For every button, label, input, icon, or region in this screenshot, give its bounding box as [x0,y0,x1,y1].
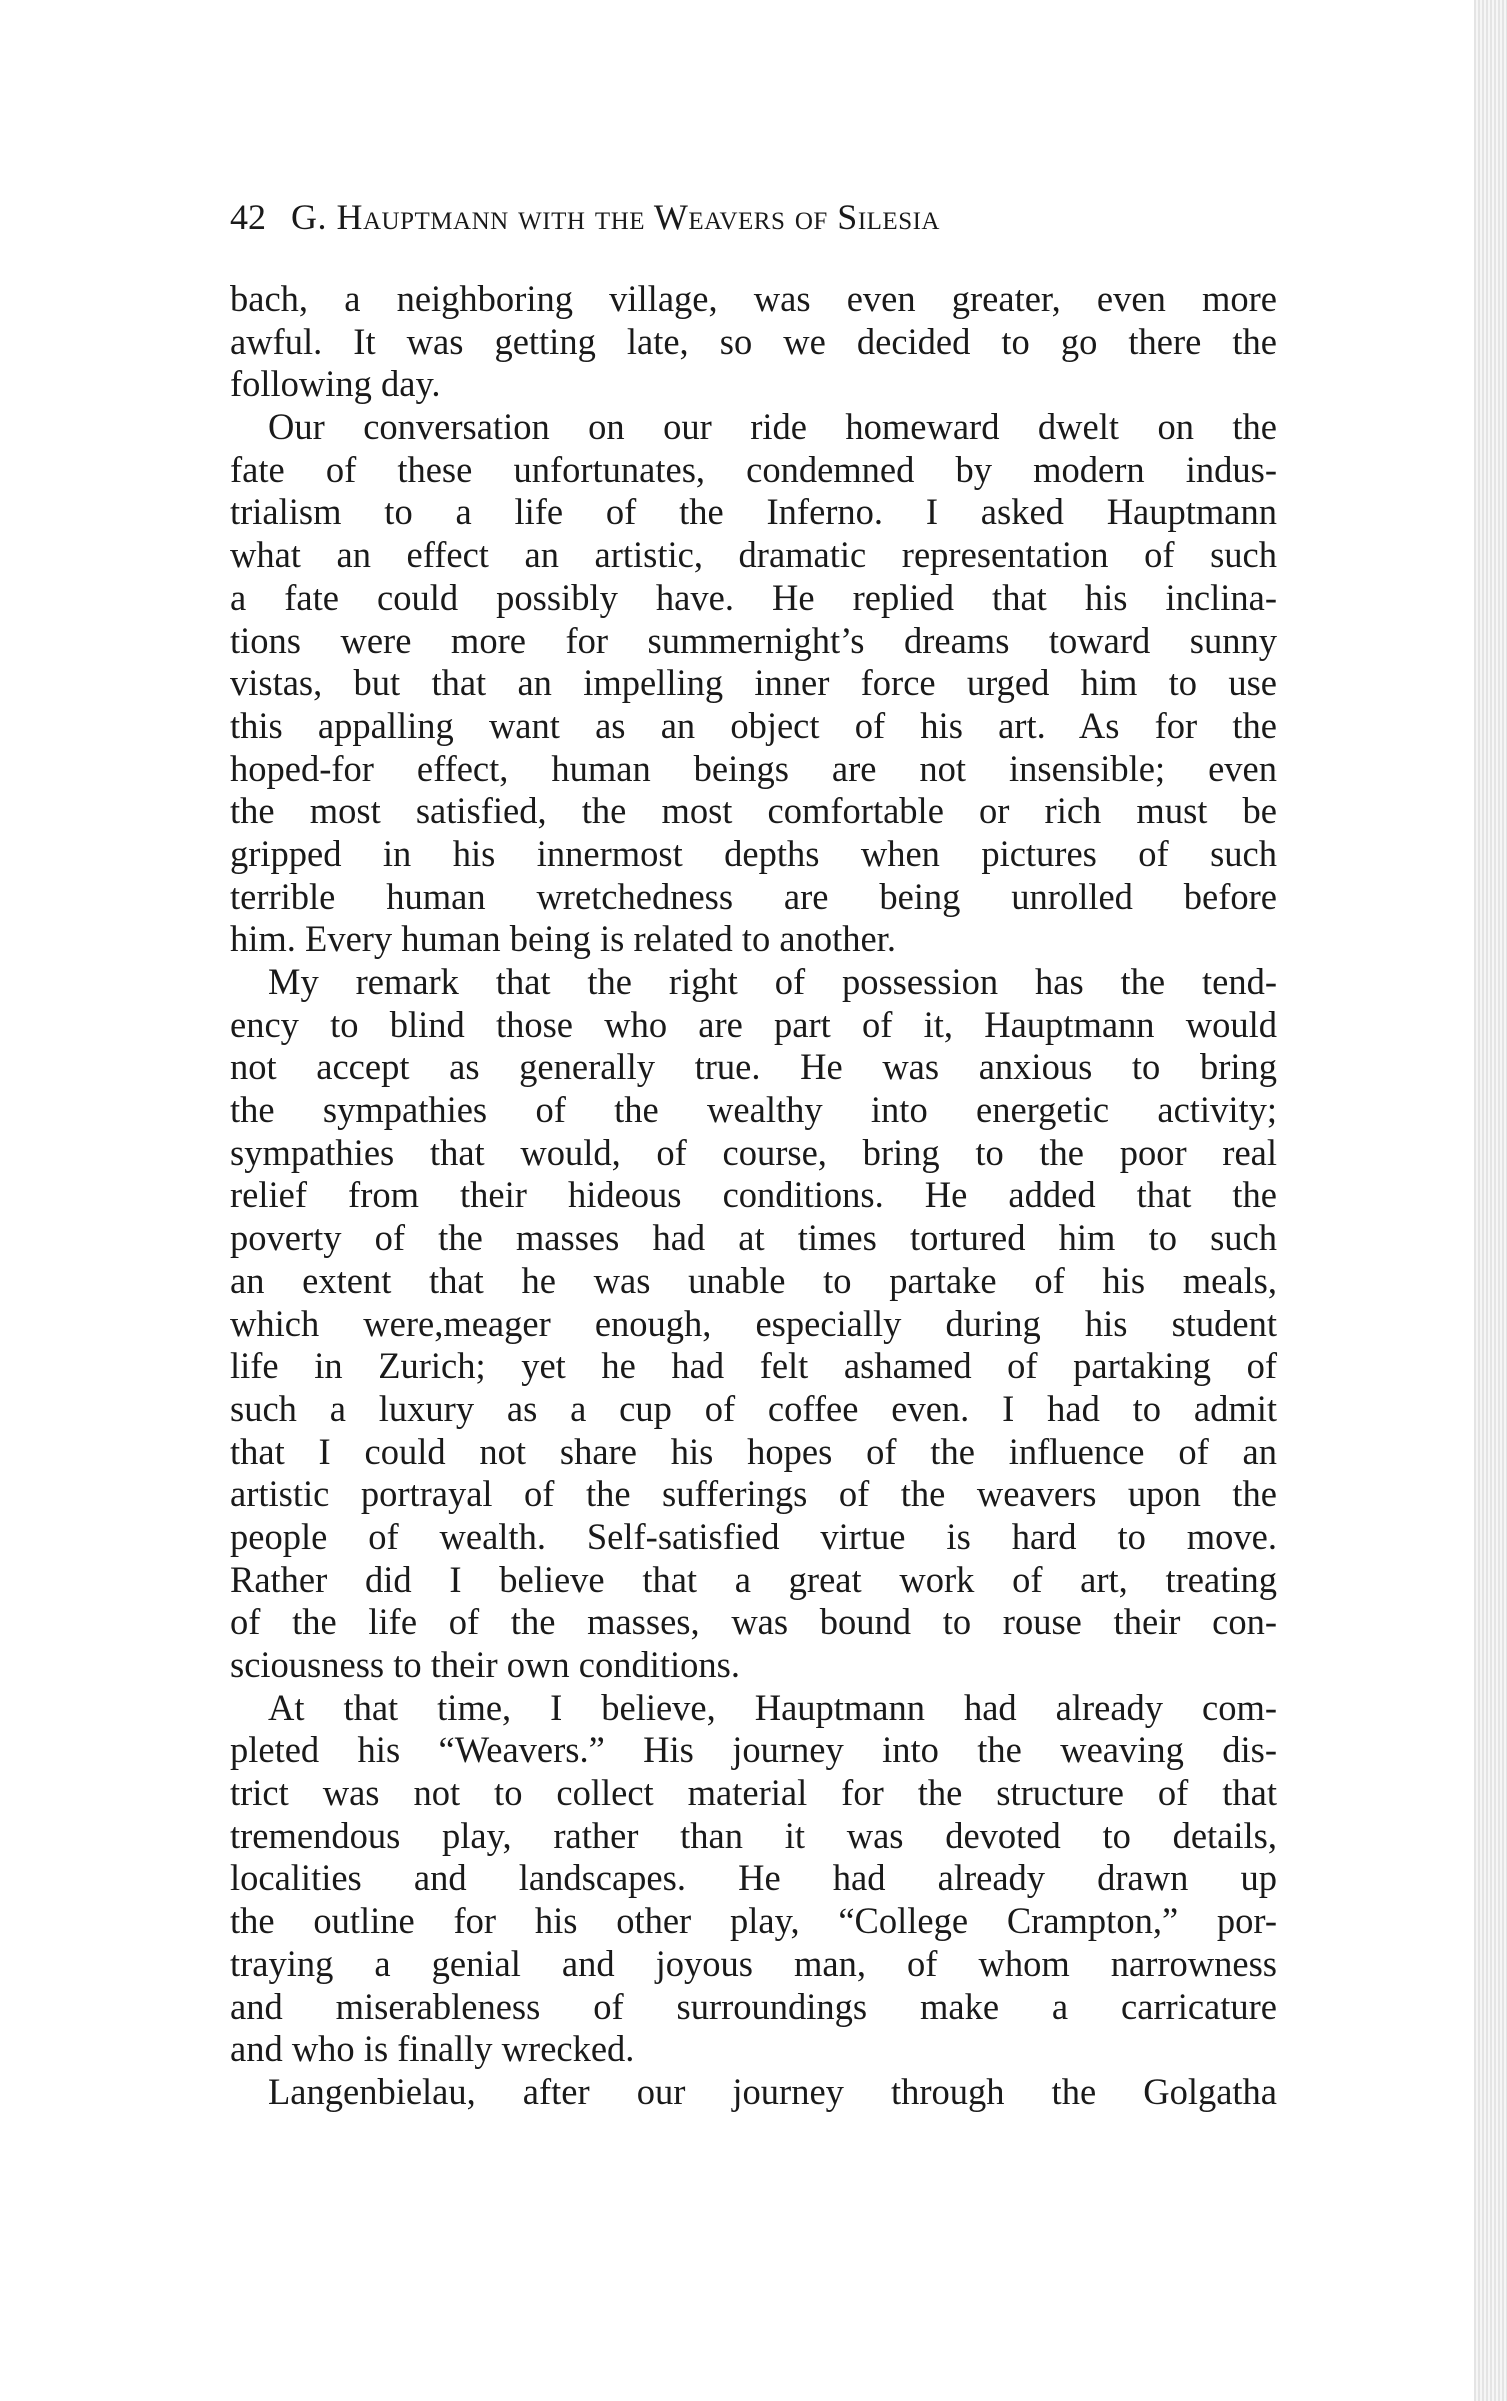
text-line: a fate could possibly have. He replied that his inclina- [230,576,1277,618]
paragraph [230,278,1277,406]
text-line: the sympathies of the wealthy into energetic activity; [230,1089,1277,1131]
text-line: Langenbielau, after our journey through the Golgatha [268,2070,1277,2112]
text-line: and who is finally wrecked. [230,2028,635,2070]
scan-page-edge [1474,0,1507,2401]
text-line: such a luxury as a cup of coffee even. I had to admit [230,1387,1277,1429]
text-line: not accept as generally true. He was anxious to bring [230,1046,1277,1088]
text-line: tremendous play, rather than it was devoted to details, [230,1814,1277,1856]
text-line: At that time, I believe, Hauptmann had already com- [268,1686,1277,1728]
text-line: Rather did I believe that a great work of art, treating [230,1558,1277,1600]
text-line: what an effect an artistic, dramatic representation of such [230,534,1277,576]
text-line: pleted his “Weavers.” His journey into the weaving dis- [230,1729,1277,1771]
text-line: him. Every human being is related to another. [230,918,896,960]
text-line: relief from their hideous conditions. He added that the [230,1174,1277,1216]
page-number: 42 [230,197,266,237]
paragraph [230,406,1277,961]
running-header [230,196,940,238]
text-line: poverty of the masses had at times tortured him to such [230,1217,1277,1259]
text-line: vistas, but that an impelling inner force urged him to use [230,662,1277,704]
text-line: gripped in his innermost depths when pictures of such [230,832,1277,874]
text-line: localities and landscapes. He had already drawn up [230,1857,1277,1899]
text-line: fate of these unfortunates, condemned by modern indus- [230,448,1277,490]
text-line: the outline for his other play, “College Crampton,” por- [230,1900,1277,1942]
text-line: following day. [230,363,441,405]
text-line: people of wealth. Self-satisfied virtue is hard to move. [230,1515,1277,1557]
text-line: an extent that he was unable to partake of his meals, [230,1259,1277,1301]
text-line: which were,meager enough, especially during his student [230,1302,1277,1344]
text-line: life in Zurich; yet he had felt ashamed of partaking of [230,1345,1277,1387]
text-line: and miserableness of surroundings make a carricature [230,1985,1277,2027]
text-line: of the life of the masses, was bound to rouse their con- [230,1601,1277,1643]
text-line: bach, a neighboring village, was even greater, even more [230,278,1277,319]
text-line: awful. It was getting late, so we decided to go there the [230,320,1277,362]
text-line: traying a genial and joyous man, of whom narrowness [230,1942,1277,1984]
text-line: trict was not to collect material for the structure of that [230,1772,1277,1814]
text-line: hoped-for effect, human beings are not insensible; even [230,747,1277,789]
text-line: this appalling want as an object of his art. As for the [230,704,1277,746]
text-line: Our conversation on our ride homeward dwelt on the [268,406,1277,448]
text-line: artistic portrayal of the sufferings of the weavers upon the [230,1473,1277,1515]
text-line: the most satisfied, the most comfortable or rich must be [230,790,1277,832]
text-line: that I could not share his hopes of the influence of an [230,1430,1277,1472]
text-line: My remark that the right of possession has the tend- [268,961,1277,1002]
text-line: tions were more for summernight’s dreams toward sunny [230,619,1277,661]
text-line: sympathies that would, of course, bring to the poor real [230,1131,1277,1173]
paragraph [230,961,1277,1687]
text-line: ency to blind those who are part of it, Hauptmann would [230,1003,1277,1045]
paragraph [230,1687,1277,2071]
text-line: terrible human wretchedness are being unrolled before [230,875,1277,917]
text-line: trialism to a life of the Inferno. I asked Hauptmann [230,491,1277,533]
body-text [230,278,1277,2114]
text-line: sciousness to their own conditions. [230,1644,740,1685]
running-title: G. Hauptmann with the Weavers of Silesia [291,197,940,237]
paragraph [230,2071,1277,2114]
